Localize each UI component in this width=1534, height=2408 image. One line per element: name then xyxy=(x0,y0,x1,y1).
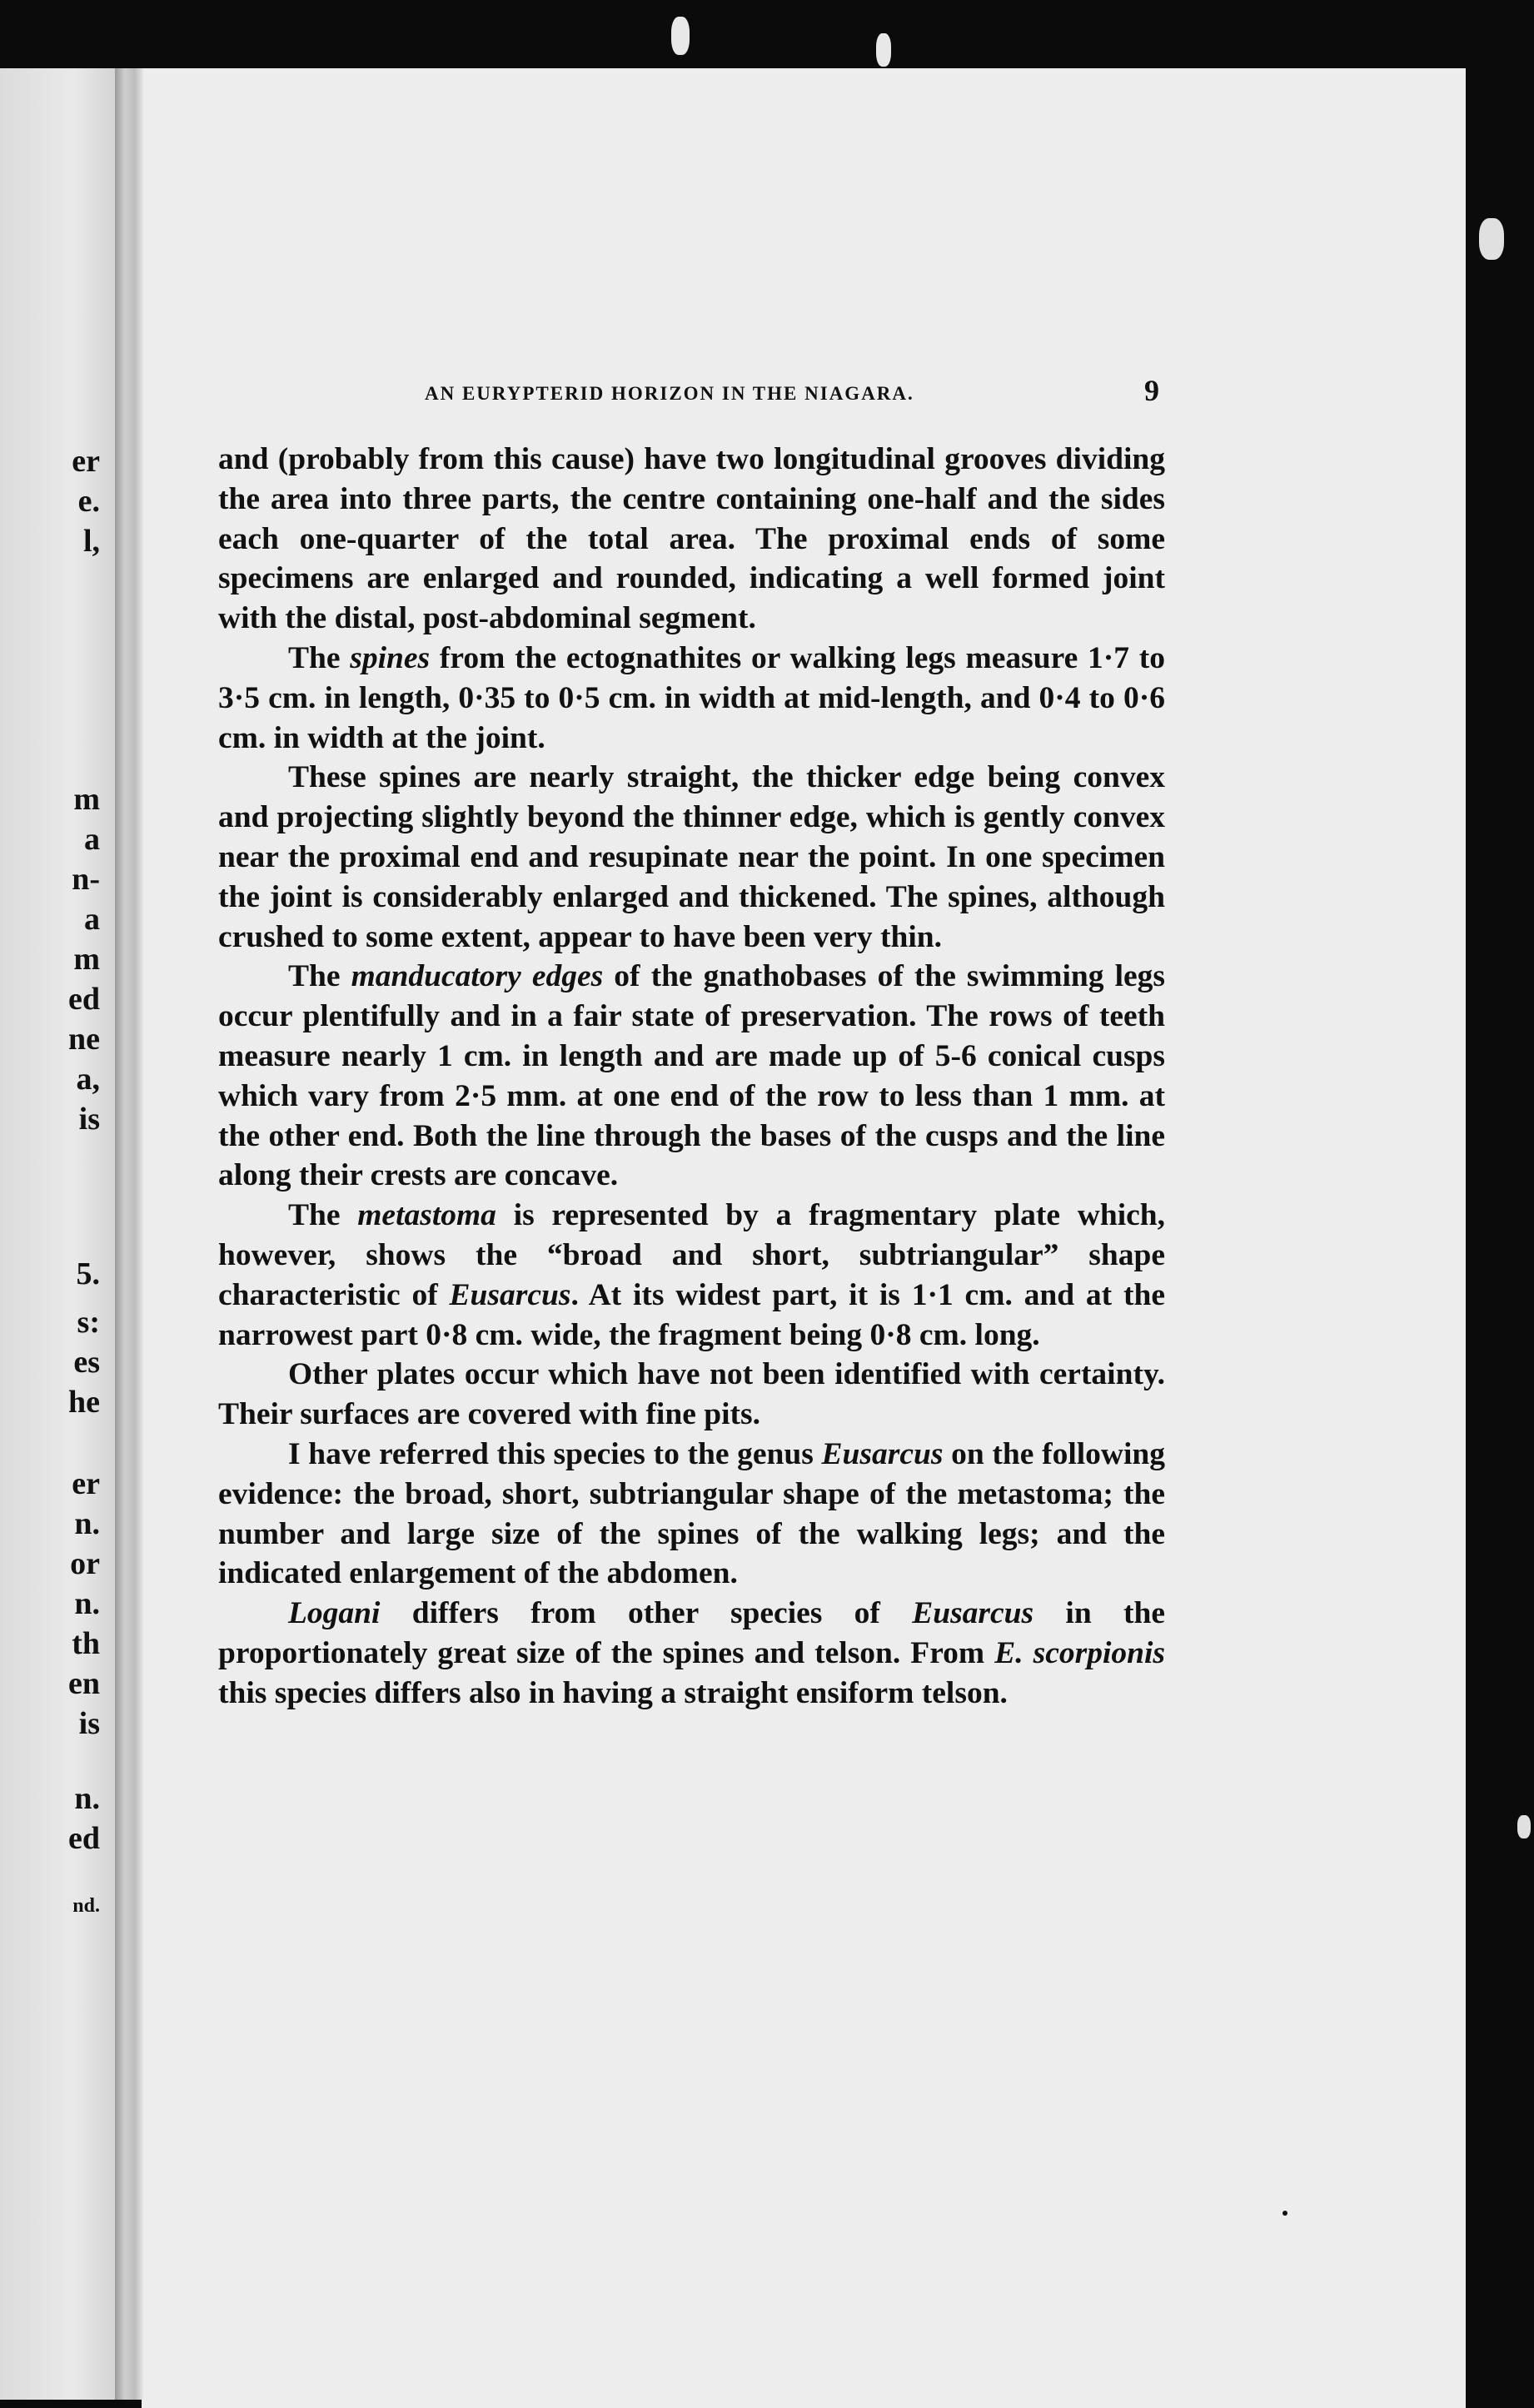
left-fragment: en xyxy=(68,1666,100,1701)
left-fragment: m xyxy=(73,942,100,977)
left-fragment: a, xyxy=(76,1062,100,1097)
left-fragment: er xyxy=(72,1466,100,1501)
book-gutter xyxy=(115,68,143,2400)
left-fragment: er xyxy=(72,444,100,479)
left-facing-page xyxy=(0,68,125,2400)
left-fragment: he xyxy=(68,1385,100,1420)
scan-speck xyxy=(1282,2211,1287,2216)
left-fragment: l, xyxy=(82,524,100,559)
left-fragment: m xyxy=(73,782,100,817)
paragraph: The manducatory edges of the gnathobases of the swimming legs occur plentifully and in a fair state of preservation. The rows of teeth measure nearly 1 cm. in length and are made up of 5-6 conical cusps which vary from 2·5 mm. at one end of the row to less than 1 mm. at the other end. Both the line through the bases of the cusps and the line along their crests are concave. xyxy=(218,959,1165,1193)
article-body xyxy=(218,440,1165,1714)
page-number: 9 xyxy=(1144,374,1159,407)
left-fragment: n. xyxy=(74,1586,100,1621)
paragraph: I have referred this species to the genus Eusarcus on the following evidence: the broad, short, subtriangular shape of the metastoma; the number and large size of the spines of the walking legs; and the indicated enlargement of the abdomen. xyxy=(218,1436,1166,1591)
running-header: AN EURYPTERID HORIZON IN THE NIAGARA. xyxy=(425,383,914,404)
paragraph: Logani differs from other species of Eusarcus in the proportionately great size of the spines and telson. From E. scorpionis this species differs also in having a straight ensiform telson. xyxy=(218,1596,1165,1710)
left-fragment: 5. xyxy=(76,1256,100,1291)
scan-speck xyxy=(671,17,690,55)
scan-speck xyxy=(876,33,891,67)
left-fragment: is xyxy=(78,1706,100,1741)
left-fragment: or xyxy=(70,1546,100,1581)
left-fragment: n. xyxy=(74,1506,100,1541)
paragraph: Other plates occur which have not been identified with certainty. Their surfaces are covered with fine pits. xyxy=(218,1357,1165,1432)
left-fragment: ne xyxy=(68,1022,100,1057)
paragraph: These spines are nearly straight, the thicker edge being convex and projecting slightly beyond the thinner edge, which is gently convex near the proximal end and resupinate near the point. In one specimen the joint is considerably enlarged and thickened. The spines, although crushed to some extent, appear to have been very thin. xyxy=(218,760,1165,954)
left-fragment: n- xyxy=(72,862,100,897)
left-fragment: a xyxy=(84,902,100,937)
left-fragment: e. xyxy=(77,484,100,519)
left-fragment: nd. xyxy=(72,1895,100,1917)
scan-speck xyxy=(1479,218,1504,260)
left-fragment: th xyxy=(72,1626,100,1661)
paragraph: The metastoma is represented by a fragmentary plate which, however, shows the “broad and short, subtriangular” shape characteristic of Eusarcus. At its widest part, it is 1·1 cm. and at the narrowest part 0·8 cm. wide, the fragment being 0·8 cm. long. xyxy=(218,1198,1165,1352)
paragraph: and (probably from this cause) have two longitudinal grooves dividing the area into three parts, the centre containing one-half and the sides each one-quarter of the total area. The proximal ends of some specimens are enlarged and rounded, indicating a well formed joint with the distal, post-abdominal segment. xyxy=(218,442,1165,636)
left-fragment: ed xyxy=(68,982,100,1017)
left-fragment: a xyxy=(84,822,100,857)
left-fragment: n. xyxy=(74,1781,100,1816)
paragraph: The spines from the ectognathites or walking legs measure 1·7 to 3·5 cm. in length, 0·35 to 0·5 cm. in width at mid-length, and 0·4 to 0·6 cm. in width at the joint. xyxy=(218,640,1165,755)
scan-speck xyxy=(1517,1815,1531,1838)
left-fragment: es xyxy=(73,1345,100,1380)
left-fragment: is xyxy=(78,1102,100,1137)
left-fragment: ed xyxy=(68,1821,100,1856)
left-fragment: s: xyxy=(77,1305,100,1340)
